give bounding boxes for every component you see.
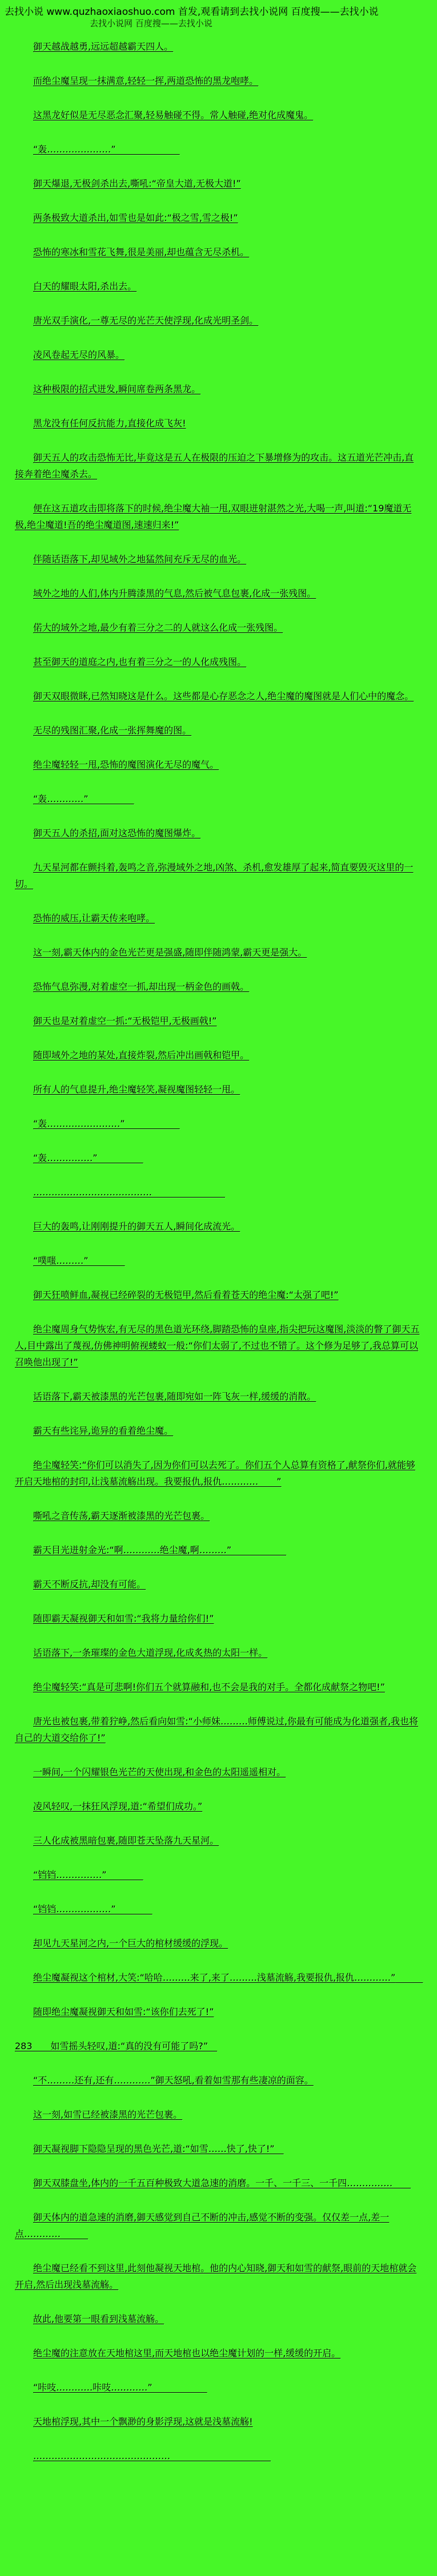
- novel-paragraph: 而绝尘魔呈现一抹满意,轻轻一挥,两道恐怖的黑龙咆哮。: [33, 75, 259, 86]
- novel-paragraph: 御天狂喷鲜血,凝视已经碎裂的无极铠甲,然后看着苍天的绝尘魔:“太强了吧!”: [33, 1289, 339, 1300]
- novel-paragraph: 绝尘魔轻笑:“你们可以消失了,因为你们可以去死了。你们五个人总算有资格了,献祭你们,就能够开启天地棺的封印,让浅墓流觞出现。我要报仇,报仇………… ”: [15, 1460, 415, 1487]
- novel-paragraph: 御天凝视脚下隐隐呈现的黑色光芒,道:“如雪……快了,快了!”: [33, 2143, 284, 2154]
- clipped-text-fragment: 去找小说网 百度搜——去找小说: [90, 18, 213, 29]
- novel-paragraph: …………………………………: [33, 1187, 226, 1198]
- novel-paragraph: 却见九天星河之内,一个巨大的棺材缓缓的浮现。: [33, 1938, 228, 1949]
- novel-paragraph: 283 如雪摇头轻叹,道:“真的没有可能了吗?”: [15, 2041, 218, 2051]
- novel-paragraph: 这黑龙好似是无尽恶念汇聚,轻易触碰不得。常人触碰,绝对化成魔鬼。: [33, 110, 314, 120]
- novel-paragraph: 随即霸天凝视御天和如雪:“我将力量给你们!”: [33, 1613, 214, 1624]
- novel-paragraph: 恐怖的威压,让霸天传来咆哮。: [33, 913, 155, 924]
- novel-paragraph: 唐光双手演化,一尊无尽的光芒天使浮现,化成光明圣剑。: [33, 315, 259, 326]
- novel-paragraph: 凌风卷起无尽的风暴。: [33, 349, 125, 360]
- novel-paragraph: 绝尘魔周身气势恢宏,有无尽的黑色道光环绕,脚踏恐怖的皇座,指尖把玩这魔图,淡淡的瞥了御天五人,目中露出了蔑视,仿佛神明俯视蝼蚁一般:“你们太弱了,不过也不错了。这个修为足够了,我总算可以召唤他出现了!”: [15, 1324, 420, 1368]
- novel-paragraph: “轰…………”: [33, 793, 134, 804]
- site-watermark-header: 去找小说 www.quzhaoxiaoshuo.com 首发,观看请到去找小说网 百度搜——去找小说: [5, 6, 379, 18]
- novel-paragraph: “铛铛………………”: [33, 1904, 153, 1914]
- novel-paragraph: 偌大的域外之地,最少有着三分之二的人就这么化成一张残图。: [33, 622, 283, 633]
- novel-paragraph: 所有人的气息提升,绝尘魔轻笑,凝视魔图轻轻一甩。: [33, 1084, 240, 1095]
- novel-paragraph: 话语落下,霸天被漆黑的光芒包裹,随即宛如一阵飞灰一样,缓缓的消散。: [33, 1391, 316, 1402]
- novel-paragraph: 绝尘魔的注意放在天地棺这里,而天地棺也以绝尘魔计划的一样,缓缓的开启。: [33, 2348, 341, 2359]
- novel-paragraph: 域外之地的人们,体内升腾漆黑的气息,然后被气息包裹,化成一张残图。: [33, 588, 316, 599]
- novel-paragraph: “轰……………………”: [33, 1118, 180, 1129]
- novel-paragraph: 便在这五道攻击即将落下的时候,绝尘魔大袖一甩,双眼迸射湛然之光,大喝一声,叫道:“19魔道无极,绝尘魔道!吾的绝尘魔道图,速速归来!”: [15, 503, 412, 530]
- novel-paragraph: “噗嗤………”: [33, 1255, 125, 1266]
- novel-paragraph: 恐怖气息弥漫,对着虚空一抓,却出现一柄金色的画戟。: [33, 981, 250, 992]
- novel-paragraph: 恐怖的寒冰和雪花飞舞,很是美丽,却也蕴含无尽杀机。: [33, 247, 250, 257]
- novel-paragraph: “铛铛……………”: [33, 1869, 143, 1880]
- novel-paragraph: 三人化成被黑暗包裹,随即苍天坠落九天星河。: [33, 1835, 219, 1846]
- novel-paragraph: 这一刻,如雪已经被漆黑的光芒包裹。: [33, 2109, 183, 2120]
- novel-paragraph: 白天的耀眼太阳,杀出去。: [33, 281, 137, 292]
- novel-content: [0, 23, 437, 2488]
- novel-paragraph: 巨大的轰鸣,让刚刚提升的御天五人,瞬间化成流光。: [33, 1221, 240, 1232]
- novel-paragraph: 伴随话语落下,却见域外之地猛然间充斥无尽的血光。: [33, 554, 247, 565]
- novel-paragraph: 御天五人的杀招,面对这恐怖的魔图爆炸。: [33, 828, 201, 838]
- novel-paragraph: “咔吱…………咔吱…………”: [33, 2382, 207, 2393]
- novel-paragraph: 绝尘魔凝视这个棺材,大笑:“哈哈………来了,来了………浅墓流觞,我要报仇,报仇…………”: [33, 1972, 423, 1983]
- novel-paragraph: 随即绝尘魔凝视御天和如雪:“该你们去死了!”: [33, 2006, 214, 2017]
- novel-paragraph: 随即域外之地的某处,直接炸裂,然后冲出画戟和铠甲。: [33, 1050, 250, 1061]
- novel-paragraph: 绝尘魔已经看不到这里,此刻他凝视天地棺。他的内心知晓,御天和如雪的献祭,眼前的天地棺就会开启,然后出现浅墓流觞。: [15, 2263, 417, 2290]
- novel-paragraph: 九天星河都在颤抖着,轰鸣之音,弥漫域外之地,凶煞、杀机,愈发雄厚了起来,简直要毁灭这里的一切。: [15, 862, 414, 889]
- novel-paragraph: 御天也是对着虚空一抓:“无极铠甲,无极画戟!”: [33, 1015, 217, 1026]
- novel-paragraph: 这一刻,霸天体内的金色光芒更是强盛,随即伴随鸿蒙,霸天更是强大。: [33, 947, 307, 958]
- novel-paragraph: 黑龙没有任何反抗能力,直接化成飞灰!: [33, 418, 186, 429]
- novel-paragraph: “不………还有,还有…………”御天怒吼,看着如雪那有些凄凉的面容。: [33, 2075, 314, 2086]
- novel-paragraph: 甚至御天的道庭之内,也有着三分之一的人化成残图。: [33, 656, 247, 667]
- novel-paragraph: 嘶吼之音传荡,霸天逐渐被漆黑的光芒包裹。: [33, 1510, 210, 1521]
- novel-paragraph: 无尽的残图汇聚,化成一张挥舞魔的图。: [33, 725, 192, 736]
- novel-paragraph: 御天双眼微眯,已然知晓这是什么。这些都是心存恶念之人,绝尘魔的魔图就是人们心中的魔念。: [33, 691, 414, 702]
- novel-paragraph: 话语落下,一条璀璨的金色大道浮现,化成炙热的太阳一样。: [33, 1647, 268, 1658]
- novel-paragraph: 霸天目光迸射金光:“啊…………绝尘魔,啊………”: [33, 1545, 287, 1555]
- novel-paragraph: 御天爆退,无极剑杀出去,嘶吼:“帝皇大道,无极大道!”: [33, 178, 241, 189]
- novel-paragraph: 绝尘魔轻轻一甩,恐怖的魔图演化无尽的魔气。: [33, 759, 219, 770]
- novel-paragraph: 凌风轻叹,一抹狂风浮现,道:“希望们成功。”: [33, 1801, 203, 1812]
- novel-paragraph: 御天双膝盘坐,体内的一千五百种极致大道急速的消磨。一千、一千三、一千四……………: [33, 2178, 411, 2188]
- novel-paragraph: “轰…………………”: [33, 144, 180, 155]
- novel-paragraph: 御天五人的攻击恐怖无比,毕竟这是五人在极限的压迫之下暴增修为的攻击。这五道光芒冲击,直接奔着绝尘魔杀去。: [15, 452, 414, 479]
- novel-paragraph: 故此,他要第一眼看到浅墓流觞。: [33, 2313, 165, 2324]
- novel-paragraph: 绝尘魔轻笑:“真是可悲啊!你们五个就算融和,也不会是我的对手。全都化成献祭之物吧!”: [33, 1682, 385, 1692]
- novel-paragraph: 霸天不断反抗,却没有可能。: [33, 1579, 146, 1590]
- novel-paragraph: 御天越战越勇,远远超越霸天四人。: [33, 41, 174, 52]
- novel-paragraph: 御天体内的道急速的消磨,御天感觉到自己不断的冲击,感觉不断的变强。仅仅差一点,差一点…………: [15, 2212, 390, 2239]
- novel-paragraph: 这种极限的招式迸发,瞬间席卷两条黑龙。: [33, 384, 201, 394]
- novel-paragraph: ………………………………………: [33, 2450, 271, 2461]
- novel-paragraph: 唐光也被包裹,带着狞峥,然后看向如雪:“小师妹………师傅说过,你最有可能成为化道强者,我也将自己的大道交给你了!”: [15, 1716, 419, 1743]
- novel-paragraph: “轰……………”: [33, 1152, 143, 1163]
- novel-paragraph: 霸天有些诧异,诡异的看着绝尘魔。: [33, 1425, 174, 1436]
- novel-paragraph: 一瞬间,一个闪耀银色光芒的天使出现,和金色的太阳遥遥相对。: [33, 1767, 286, 1777]
- novel-paragraph: 两条极致大道杀出,如雪也是如此:“极之雪,雪之极!”: [33, 212, 238, 223]
- novel-paragraph: 天地棺浮现,其中一个飘渺的身影浮现,这就是浅墓流觞!: [33, 2416, 253, 2427]
